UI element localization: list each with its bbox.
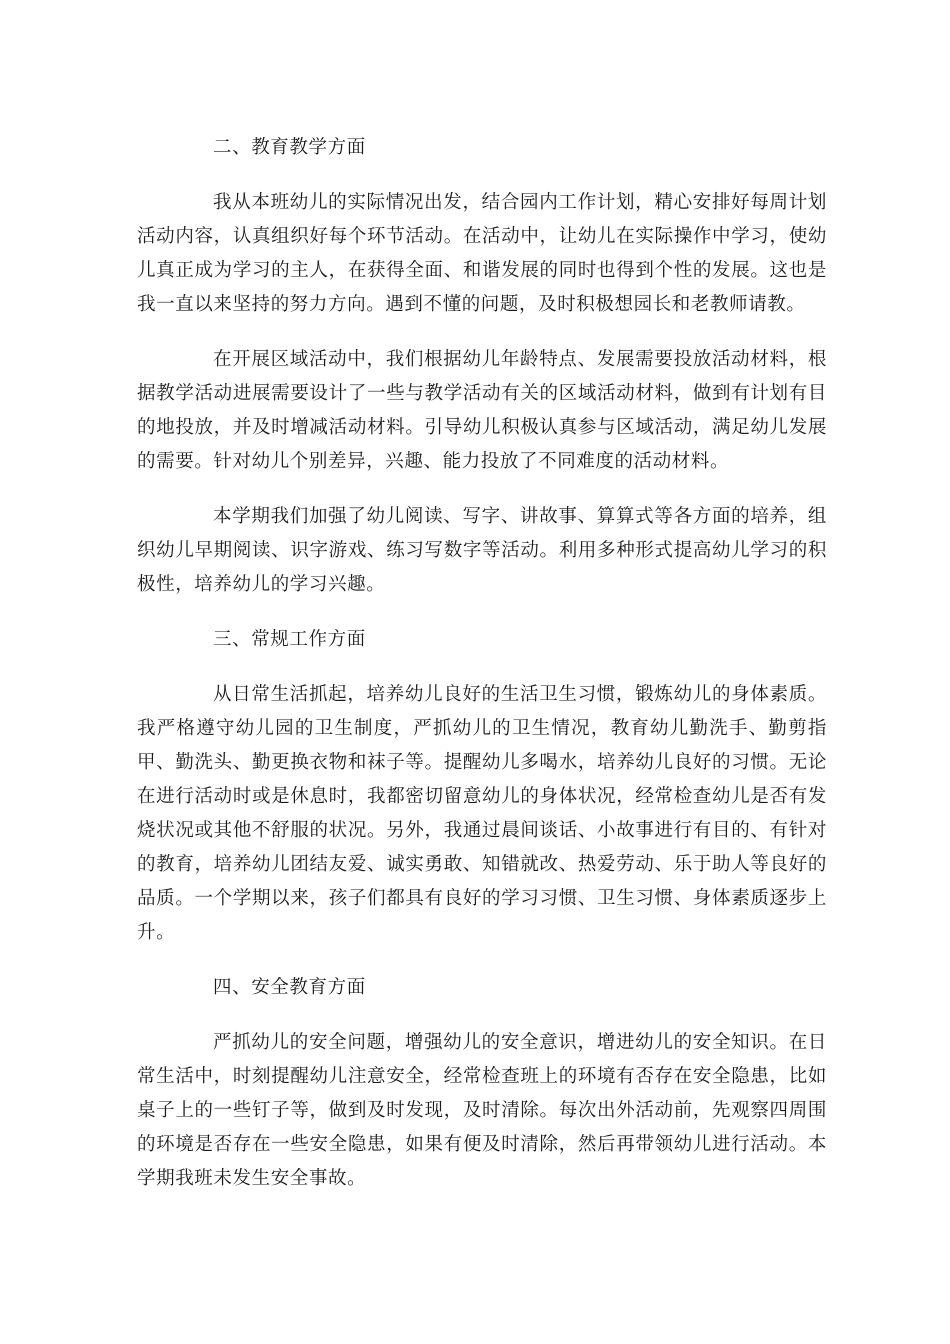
paragraph-education-plan: 我从本班幼儿的实际情况出发，结合园内工作计划，精心安排好每周计划活动内容，认真组织好每个环节活动。在活动中，让幼儿在实际操作中学习，使幼儿真正成为学习的主人，在获得全面、和谐发展的同时也得到个性的发展。这也是我一直以来坚持的努力方向。遇到不懂的问题，及时积极想园长和老教师请教。 [137,192,827,315]
paragraph-daily-hygiene: 从日常生活抓起，培养幼儿良好的生活卫生习惯，锻炼幼儿的身体素质。我严格遵守幼儿园的卫生制度，严抓幼儿的卫生情况，教育幼儿勤洗手、勤剪指甲、勤洗头、勤更换衣物和袜子等。提醒幼儿多喝水，培养幼儿良好的习惯。无论在进行活动时或是休息时，我都密切留意幼儿的身体状况，经常检查幼儿是否有发烧状况或其他不舒服的状况。另外，我通过晨间谈话、小故事进行有目的、有针对的教育，培养幼儿团结友爱、诚实勇敢、知错就改、热爱劳动、乐于助人等良好的品质。一个学期以来，孩子们都具有良好的学习习惯、卫生习惯、身体素质逐步上升。 [137,684,827,943]
paragraph-safety: 严抓幼儿的安全问题，增强幼儿的安全意识，增进幼儿的安全知识。在日常生活中，时刻提醒幼儿注意安全，经常检查班上的环境有否存在安全隐患，比如桌子上的一些钉子等，做到及时发现，及时清除。每次出外活动前，先观察四周围的环境是否存在一些安全隐患，如果有便及时清除，然后再带领幼儿进行活动。本学期我班未发生安全事故。 [137,1032,827,1189]
document-body [137,131,827,1217]
section-heading-education: 二、教育教学方面 [213,137,366,158]
section-heading-safety: 四、安全教育方面 [213,977,366,998]
paragraph-area-activities: 在开展区域活动中，我们根据幼儿年龄特点、发展需要投放活动材料，根据教学活动进展需要设计了一些与教学活动有关的区域活动材料，做到有计划有目的地投放，并及时增减活动材料。引导幼儿积极认真参与区域活动，满足幼儿发展的需要。针对幼儿个别差异，兴趣、能力投放了不同难度的活动材料。 [137,349,827,472]
paragraph-reading-writing: 本学期我们加强了幼儿阅读、写字、讲故事、算算式等各方面的培养，组织幼儿早期阅读、识字游戏、练习写数字等活动。利用多种形式提高幼儿学习的积极性，培养幼儿的学习兴趣。 [137,506,827,595]
section-heading-routine: 三、常规工作方面 [213,629,366,650]
